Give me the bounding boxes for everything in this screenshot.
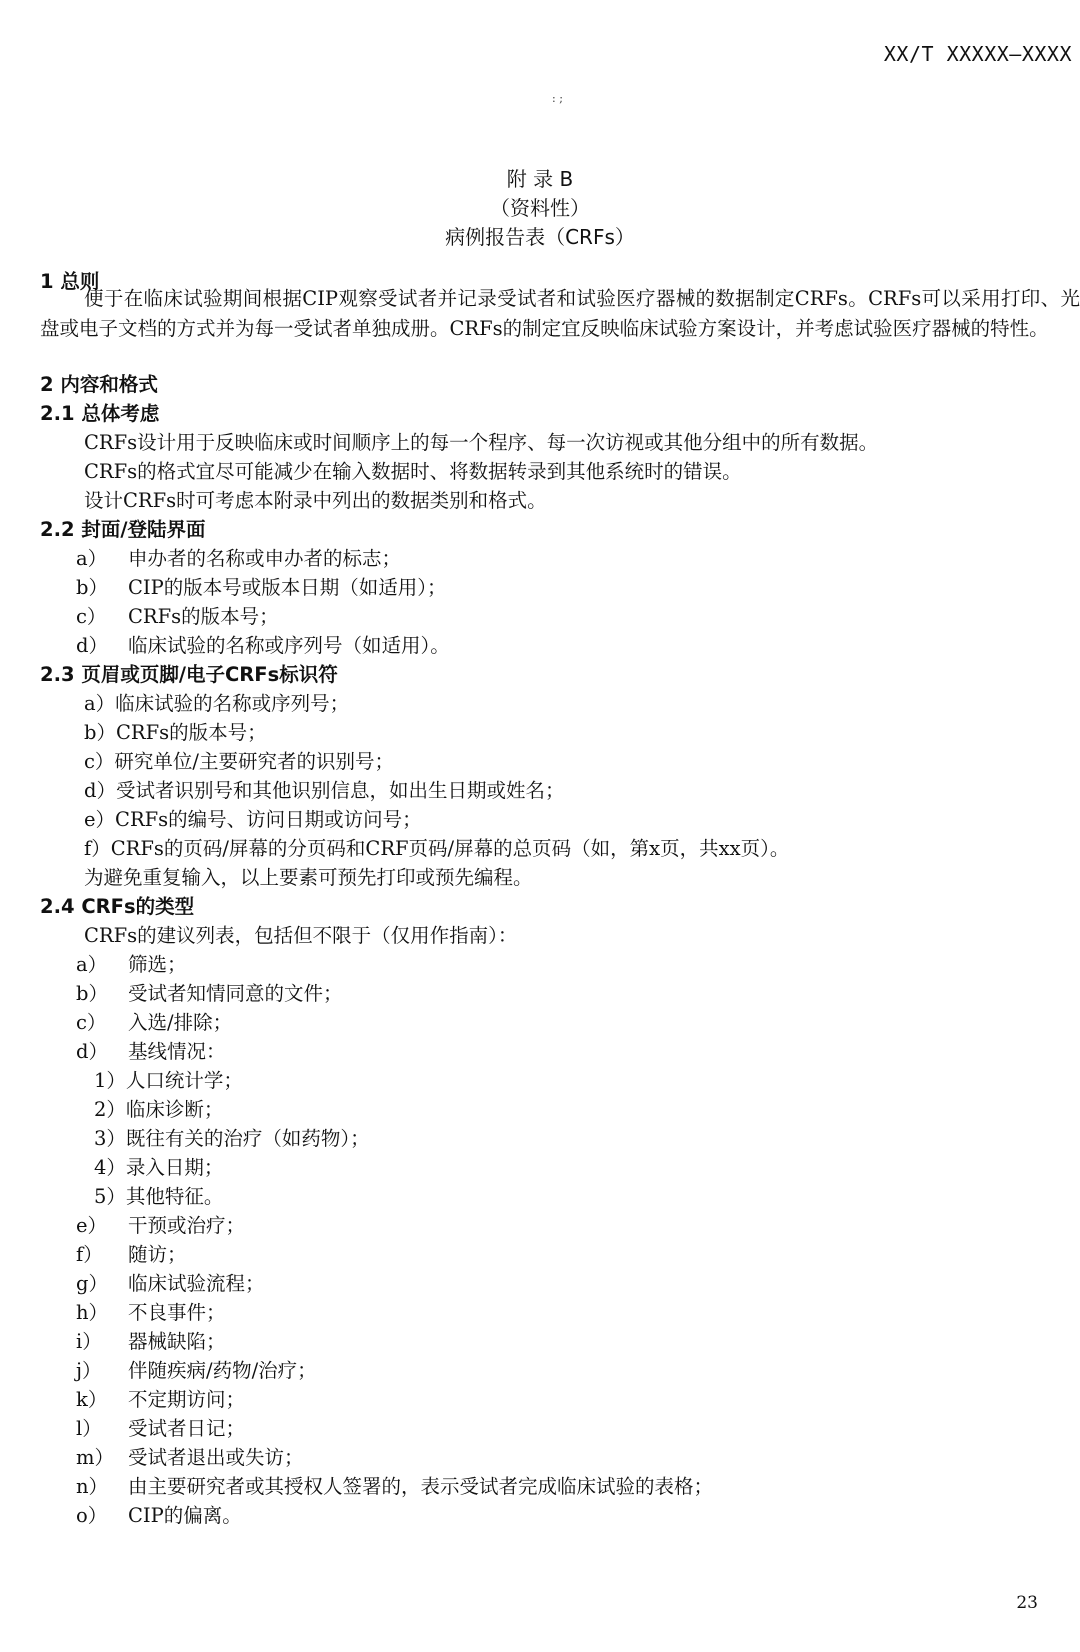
- item-label: c）: [76, 1011, 107, 1034]
- list-item: f）CRFs的页码/屏幕的分页码和CRF页码/屏幕的总页码（如，第x页，共xx页）。: [84, 837, 790, 860]
- item-text: 伴随疾病/药物/治疗；: [128, 1359, 317, 1382]
- list-item: b）CRFs的版本号；: [84, 721, 267, 744]
- list-item: [76, 951, 187, 979]
- item-text: 临床试验流程；: [128, 1272, 265, 1295]
- item-label: d）: [76, 634, 108, 657]
- item-label: j）: [76, 1359, 102, 1382]
- list-item: [76, 1299, 226, 1327]
- sub-item: 2）临床诊断；: [94, 1098, 224, 1121]
- list-item: a）临床试验的名称或序列号；: [84, 692, 350, 715]
- item-label: a）: [76, 953, 108, 976]
- list-item: d）受试者识别号和其他识别信息，如出生日期或姓名；: [84, 779, 565, 802]
- item-label: b）: [76, 982, 108, 1005]
- list-item: [76, 1386, 245, 1414]
- section-heading: 2.3 页眉或页脚/电子CRFs标识符: [40, 663, 338, 686]
- list-item: c）研究单位/主要研究者的识别号；: [84, 750, 394, 773]
- list-item: [76, 632, 450, 660]
- item-label: l）: [76, 1417, 102, 1440]
- list-item: [76, 1212, 245, 1240]
- list-item: [76, 1357, 317, 1385]
- item-text: 受试者退出或失访；: [128, 1446, 304, 1469]
- list-item: [76, 1444, 304, 1472]
- item-text: 不定期访问；: [128, 1388, 246, 1411]
- item-text: 临床试验的名称或序列号（如适用）。: [128, 634, 450, 657]
- list-item: [76, 1009, 232, 1037]
- section-heading: 2.1 总体考虑: [40, 402, 160, 425]
- item-text: 不良事件；: [128, 1301, 226, 1324]
- item-text: CRFs的版本号；: [128, 605, 279, 628]
- section-heading: 2.4 CRFs的类型: [40, 895, 195, 918]
- item-text: CIP的偏离。: [128, 1504, 242, 1527]
- item-label: i）: [76, 1330, 102, 1353]
- paragraph-line: CRFs的建议列表，包括但不限于（仅用作指南）：: [84, 924, 518, 947]
- item-label: c）: [76, 605, 107, 628]
- item-label: m）: [76, 1446, 114, 1469]
- item-text: 筛选；: [128, 953, 187, 976]
- page-number: 23: [1016, 1593, 1038, 1613]
- item-label: k）: [76, 1388, 108, 1411]
- sub-item: 4）录入日期；: [94, 1156, 224, 1179]
- item-text: 由主要研究者或其授权人签署的，表示受试者完成临床试验的表格；: [128, 1475, 714, 1498]
- list-item: [76, 1415, 245, 1443]
- section-heading: 1 总则: [40, 270, 100, 293]
- list-item: [76, 1328, 226, 1356]
- item-label: f）: [76, 1243, 103, 1266]
- item-label: n）: [76, 1475, 109, 1498]
- list-item: [76, 1038, 226, 1066]
- section-heading: 2 内容和格式: [40, 373, 158, 396]
- item-text: 入选/排除；: [128, 1011, 233, 1034]
- list-item: [76, 545, 401, 573]
- item-label: g）: [76, 1272, 108, 1295]
- item-text: 受试者日记；: [128, 1417, 246, 1440]
- list-item: [76, 1473, 713, 1501]
- item-label: b）: [76, 576, 108, 599]
- sub-item: 3）既往有关的治疗（如药物）；: [94, 1127, 370, 1150]
- list-item: [76, 1502, 242, 1530]
- item-text: 干预或治疗；: [128, 1214, 246, 1237]
- paragraph-line: 设计CRFs时可考虑本附录中列出的数据类别和格式。: [84, 489, 547, 512]
- paragraph-line: 为避免重复输入，以上要素可预先打印或预先编程。: [84, 866, 533, 889]
- paragraph: 便于在临床试验期间根据CIP观察受试者并记录受试者和试验医疗器械的数据制定CRFs。CRFs可以采用打印、光盘或电子文档的方式并为每一受试者单独成册。CRFs的制定宜反映临床试验方案设计，并考虑试验医疗器械的特性。: [40, 287, 1080, 340]
- appendix-nature: （资料性）: [490, 196, 590, 220]
- list-item: [76, 574, 447, 602]
- item-label: h）: [76, 1301, 109, 1324]
- header-mark: : ;: [552, 92, 563, 105]
- sub-item: 1）人口统计学；: [94, 1069, 243, 1092]
- document-code: XX/T XXXXX—XXXX: [883, 42, 1072, 66]
- appendix-title: 附 录 B: [506, 167, 574, 191]
- item-label: d）: [76, 1040, 108, 1063]
- item-text: 受试者知情同意的文件；: [128, 982, 343, 1005]
- item-text: 随访；: [128, 1243, 187, 1266]
- list-item: [76, 980, 343, 1008]
- item-text: CIP的版本号或版本日期（如适用）；: [128, 576, 447, 599]
- item-label: e）: [76, 1214, 108, 1237]
- item-label: a）: [76, 547, 108, 570]
- sub-item: 5）其他特征。: [94, 1185, 224, 1208]
- list-item: [76, 603, 279, 631]
- paragraph-line: CRFs设计用于反映临床或时间顺序上的每一个程序、每一次访视或其他分组中的所有数据。: [84, 431, 879, 454]
- list-item: e）CRFs的编号、访问日期或访问号；: [84, 808, 422, 831]
- item-text: 申办者的名称或申办者的标志；: [128, 547, 402, 570]
- appendix-name: 病例报告表（CRFs）: [445, 225, 635, 249]
- list-item: [76, 1241, 187, 1269]
- item-text: 基线情况：: [128, 1040, 226, 1063]
- list-item: [76, 1270, 265, 1298]
- item-text: 器械缺陷；: [128, 1330, 226, 1353]
- item-label: o）: [76, 1504, 108, 1527]
- paragraph-line: CRFs的格式宜尽可能减少在输入数据时、将数据转录到其他系统时的错误。: [84, 460, 742, 483]
- section-heading: 2.2 封面/登陆界面: [40, 518, 206, 541]
